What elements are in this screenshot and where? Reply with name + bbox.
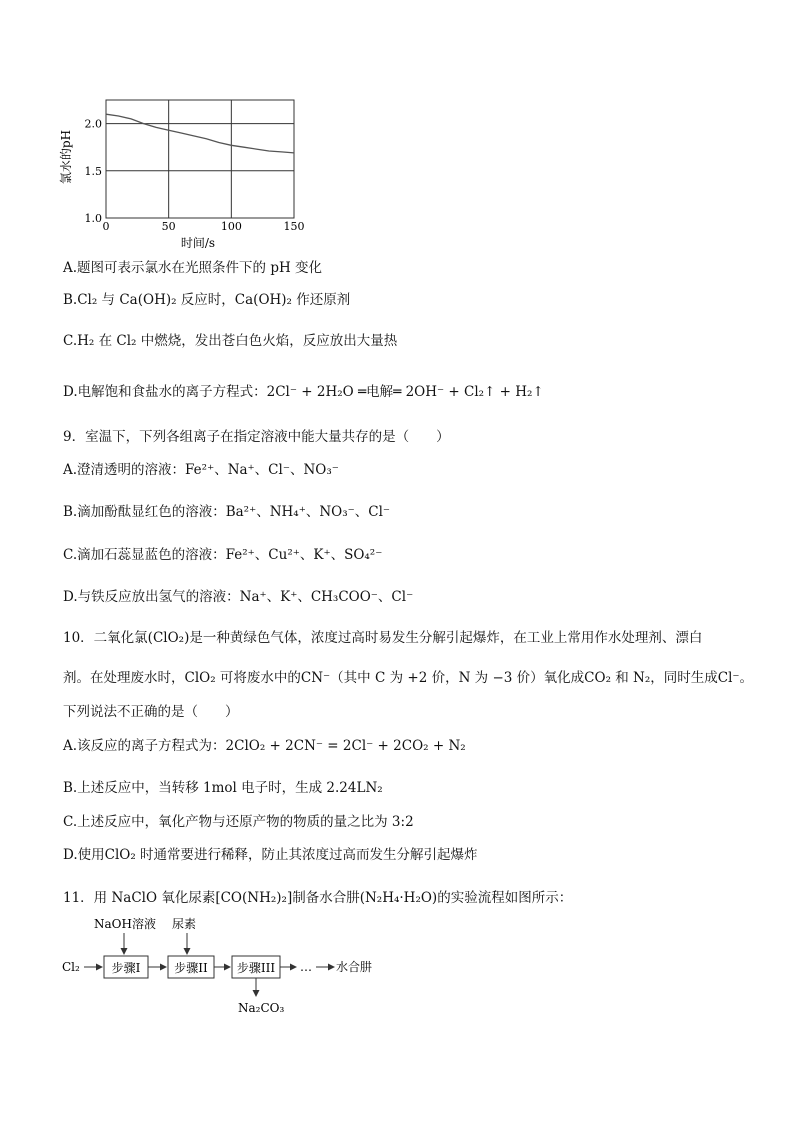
q10-option-c: C.上述反应中，氧化产物与还原产物的物质的量之比为 3:2 [63, 814, 414, 830]
q8-option-b: B.Cl₂ 与 Ca(OH)₂ 反应时，Ca(OH)₂ 作还原剂 [63, 292, 351, 308]
q10-option-d: D.使用ClO₂ 时通常要进行稀释，防止其浓度过高而发生分解引起爆炸 [63, 847, 478, 863]
flow-input-cl2: Cl₂ [62, 960, 80, 974]
flow-product: 水合肼 [336, 960, 373, 974]
q8-option-c: C.H₂ 在 Cl₂ 中燃烧，发出苍白色火焰，反应放出大量热 [63, 333, 398, 349]
q10-stem-2: 剂。在处理废水时，ClO₂ 可将废水中的CN⁻（其中 C 为 +2 价，N 为 −3 价）氧化成CO₂ 和 N₂，同时生成Cl⁻。 [63, 670, 754, 686]
flow-input-urea: 尿素 [172, 917, 197, 931]
chart-grid [106, 100, 294, 218]
y-tick-label: 1.0 [84, 212, 102, 225]
x-axis-label: 时间/s [180, 236, 216, 250]
ph-chart [58, 92, 318, 252]
y-axis-label: 氯水的pH [59, 129, 73, 185]
q10-stem-1: 10．二氧化氯(ClO₂)是一种黄绿色气体，浓度过高时易发生分解引起爆炸，在工业上常用作水处理剂、漂白 [63, 630, 703, 646]
plot-frame [106, 100, 294, 218]
q9-stem: 9．室温下，下列各组离子在指定溶液中能大量共存的是（ ） [63, 429, 450, 445]
flow-step3-label: 步骤III [236, 961, 276, 975]
x-tick-label: 0 [102, 220, 110, 233]
flow-input-naoh: NaOH溶液 [94, 917, 156, 931]
q10-option-b: B.上述反应中，当转移 1mol 电子时，生成 2.24LN₂ [63, 780, 383, 796]
q9-option-a: A.澄清透明的溶液：Fe²⁺、Na⁺、Cl⁻、NO₃⁻ [63, 462, 339, 478]
q11-stem: 11．用 NaClO 氧化尿素[CO(NH₂)₂]制备水合肼(N₂H₄·H₂O)的实验流程如图所示： [63, 890, 573, 906]
ph-chart-svg [58, 92, 318, 252]
flow-svg [62, 912, 402, 1022]
q8-option-a: A.题图可表示氯水在光照条件下的 pH 变化 [63, 260, 323, 276]
q9-option-d: D.与铁反应放出氢气的溶液：Na⁺、K⁺、CH₃COO⁻、Cl⁻ [63, 589, 414, 605]
x-tick-label: 50 [161, 220, 176, 233]
q9-option-c: C.滴加石蕊显蓝色的溶液：Fe²⁺、Cu²⁺、K⁺、SO₄²⁻ [63, 547, 383, 563]
y-tick-label: 2.0 [84, 117, 102, 131]
flow-byproduct: Na₂CO₃ [238, 1001, 285, 1015]
y-tick-label: 1.5 [84, 164, 102, 178]
q10-option-a: A.该反应的离子方程式为：2ClO₂ + 2CN⁻ = 2Cl⁻ + 2CO₂ + N₂ [63, 738, 466, 754]
flow-step2-label: 步骤II [174, 961, 208, 975]
flow-step1-label: 步骤I [111, 961, 141, 975]
flow-diagram [62, 912, 402, 1022]
ph-line [106, 114, 294, 153]
flow-dots: … [300, 960, 312, 974]
q8-option-d: D.电解饱和食盐水的离子方程式：2Cl⁻ + 2H₂O ═电解═ 2OH⁻ + Cl₂↑ + H₂↑ [63, 384, 544, 400]
q10-stem-3: 下列说法不正确的是（ ） [63, 704, 239, 720]
chart-ticks [85, 118, 305, 233]
x-tick-label: 100 [220, 220, 242, 233]
q9-option-b: B.滴加酚酞显红色的溶液：Ba²⁺、NH₄⁺、NO₃⁻、Cl⁻ [63, 504, 391, 520]
x-tick-label: 150 [283, 220, 305, 233]
